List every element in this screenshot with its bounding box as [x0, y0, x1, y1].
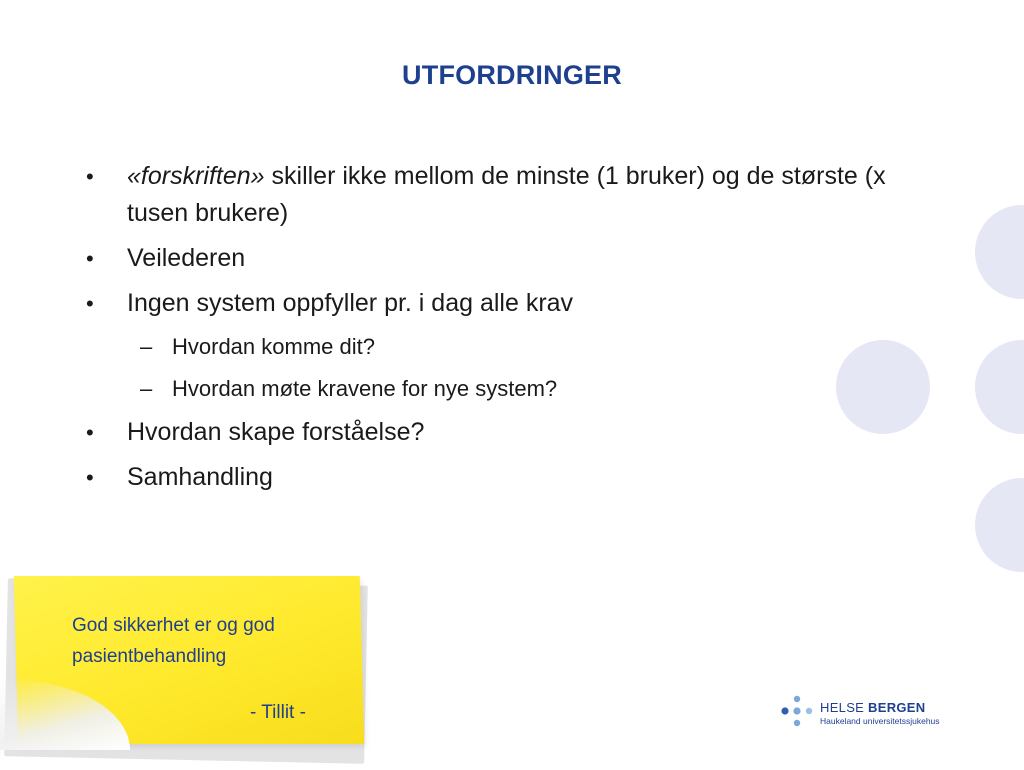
bullet-text: Ingen system oppfyller pr. i dag alle krav	[127, 289, 574, 317]
sub-bullet-item	[86, 372, 906, 405]
bullet-marker: •	[86, 465, 94, 490]
bullet-marker: •	[86, 164, 94, 189]
helse-bergen-logo	[780, 694, 980, 730]
sticky-note-text: God sikkerhet er og god pasientbehandling	[72, 615, 275, 667]
logo-name	[820, 700, 925, 715]
decor-circle	[836, 340, 930, 434]
sub-bullet-item	[86, 330, 906, 363]
bullet-italic-term: «forskriften»	[127, 162, 265, 190]
bullet-text: skiller ikke mellom de minste (1 bruker) og de største (x tusen brukere)	[127, 162, 886, 227]
decor-circle	[975, 205, 1024, 299]
sub-bullet-text: Hvordan komme dit?	[172, 334, 375, 359]
bullet-marker: •	[86, 246, 94, 271]
sub-bullet-marker: –	[140, 376, 153, 401]
bullet-item	[86, 240, 906, 277]
bullet-marker: •	[86, 291, 94, 316]
bullet-text: Veilederen	[127, 244, 246, 272]
bullet-item	[86, 158, 906, 232]
logo-subtitle: Haukeland universitetssjukehus	[820, 716, 940, 726]
logo-name-bold: BERGEN	[868, 700, 926, 715]
bullet-text: Samhandling	[127, 463, 273, 491]
bullet-item	[86, 414, 906, 451]
decor-circle	[975, 478, 1024, 572]
bullet-text: Hvordan skape forståelse?	[127, 418, 425, 446]
bullet-item	[86, 459, 906, 496]
sticky-note	[0, 570, 380, 770]
sub-bullet-text: Hvordan møte kravene for nye system?	[172, 376, 558, 401]
helse-bergen-dots-icon	[780, 694, 814, 730]
decor-circle	[975, 340, 1024, 434]
slide-title: UTFORDRINGER	[402, 60, 622, 90]
sticky-note-signature: - Tillit -	[250, 702, 306, 723]
bullet-marker: •	[86, 420, 94, 445]
bullet-list	[86, 158, 906, 504]
logo-name-light: HELSE	[820, 700, 869, 715]
sub-bullet-marker: –	[140, 334, 153, 359]
bullet-item	[86, 285, 906, 322]
